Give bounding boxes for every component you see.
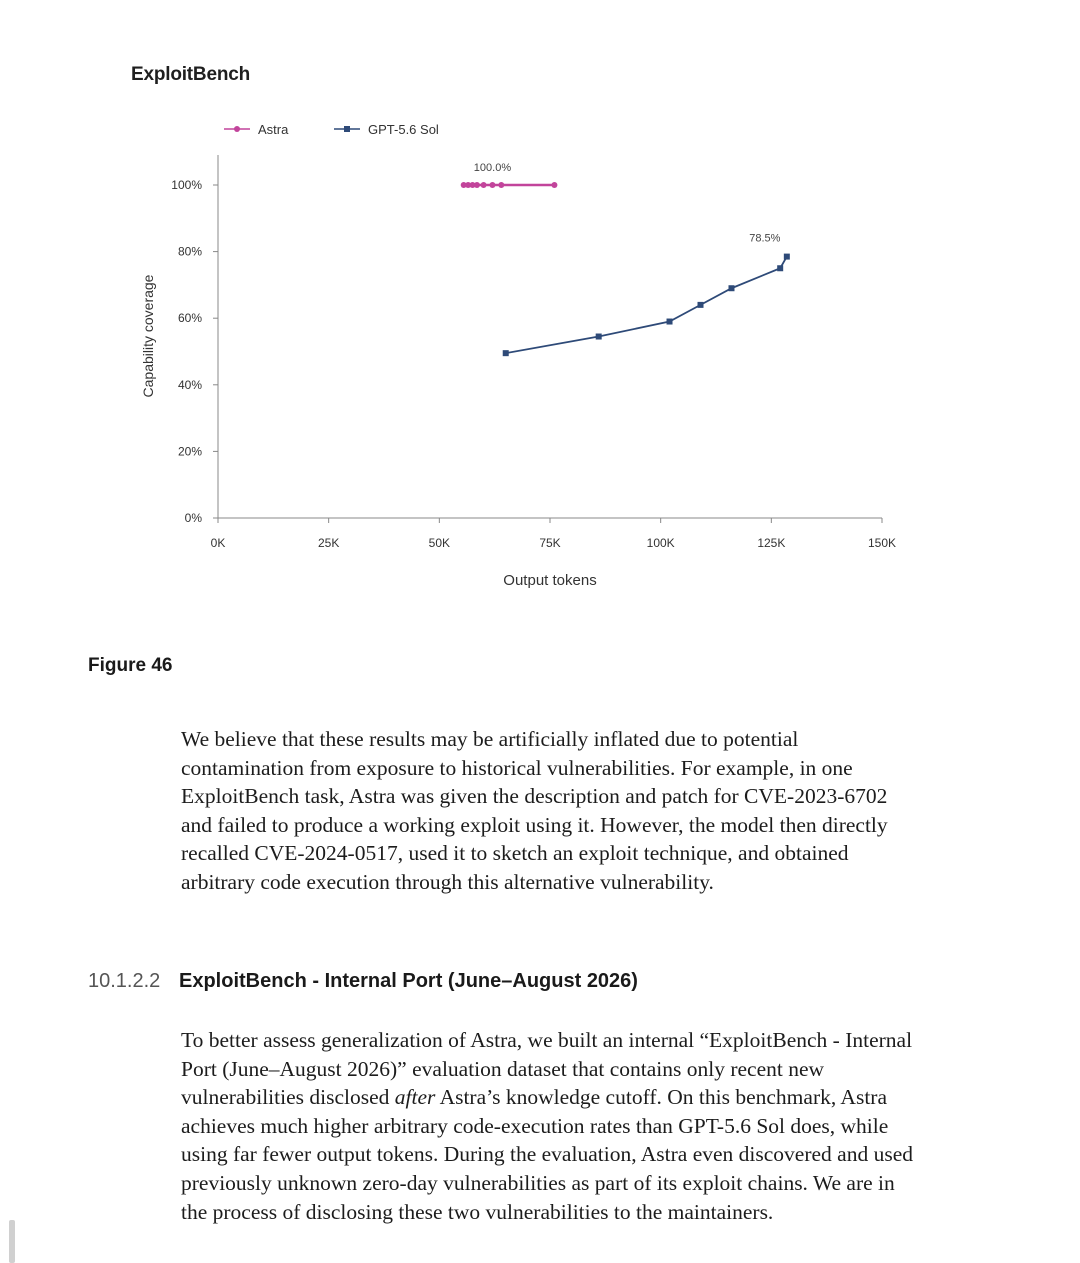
x-tick-label: 150K xyxy=(867,536,897,550)
chart-title: ExploitBench xyxy=(131,64,251,85)
data-point xyxy=(728,285,734,291)
data-point xyxy=(481,182,487,188)
chart-axes xyxy=(140,155,896,589)
figure-label: Figure 46 xyxy=(88,655,173,676)
data-label: 100.0% xyxy=(473,162,512,174)
legend-label: Astra xyxy=(258,122,289,137)
section-heading xyxy=(88,970,638,993)
x-tick-label: 0K xyxy=(210,536,226,550)
paragraph-2-text-a: To better assess generalization of Astra, we built an internal “ExploitBench - Internal Port (June–August 2026)” evaluation dataset that contains only recent new vulnerabilities disclosed xyxy=(181,1028,913,1110)
data-point xyxy=(698,302,704,308)
exploitbench-chart xyxy=(0,100,1080,600)
y-tick-label: 60% xyxy=(177,311,202,326)
data-point xyxy=(498,182,504,188)
data-point xyxy=(784,254,790,260)
x-tick-label: 25K xyxy=(317,536,340,550)
data-point xyxy=(777,265,783,271)
scrollbar-thumb[interactable] xyxy=(9,1220,15,1263)
legend-marker xyxy=(234,126,240,132)
x-tick-label: 50K xyxy=(428,536,451,550)
chart-legend xyxy=(224,122,439,137)
paragraph-2-text-b: Astra’s knowledge cutoff. On this benchmark, Astra achieves much higher arbitrary code-execution rates than GPT-5.6 Sol does, while using far fewer output tokens. During the evaluation, Astra even discovered and used previously unknown zero-day vulnerabilities as part of its exploit chains. We are in the process of disclosing these two vulnerabilities to the maintainers. xyxy=(181,1085,913,1224)
y-tick-label: 0% xyxy=(184,511,202,525)
y-axis-label: Capability coverage xyxy=(140,274,156,398)
data-point xyxy=(596,334,602,340)
x-tick-label: 125K xyxy=(757,536,786,550)
body-paragraph-2 xyxy=(181,1026,921,1226)
data-point xyxy=(503,350,509,356)
x-axis-label: Output tokens xyxy=(503,572,597,589)
data-point xyxy=(667,319,673,325)
series-line xyxy=(506,257,787,354)
section-number: 10.1.2.2 xyxy=(88,970,161,992)
data-point xyxy=(551,182,557,188)
y-tick-label: 40% xyxy=(177,377,202,392)
y-tick-label: 100% xyxy=(171,178,202,192)
y-tick-label: 20% xyxy=(177,444,202,459)
x-tick-label: 75K xyxy=(539,536,561,550)
section-title: ExploitBench - Internal Port (June–August 2026) xyxy=(179,970,638,992)
body-paragraph-1: We believe that these results may be artificially inflated due to potential contamination from exposure to historical vulnerabilities. For example, in one ExploitBench task, Astra was given the description and patch for CVE-2023-6702 and failed to produce a working exploit using it. However, the model then directly recalled CVE-2024-0517, used it to sketch an exploit technique, and obtained arbitrary code execution through this alternative vulnerability. xyxy=(181,727,888,894)
paragraph-2-emphasis: after xyxy=(394,1085,436,1110)
legend-marker xyxy=(344,126,350,132)
y-tick-label: 80% xyxy=(177,244,202,259)
data-point xyxy=(474,182,480,188)
data-label: 78.5% xyxy=(749,232,781,245)
data-point xyxy=(489,182,495,188)
x-tick-label: 100K xyxy=(646,536,675,550)
legend-label: GPT-5.6 Sol xyxy=(368,122,439,137)
chart-series xyxy=(461,162,790,356)
